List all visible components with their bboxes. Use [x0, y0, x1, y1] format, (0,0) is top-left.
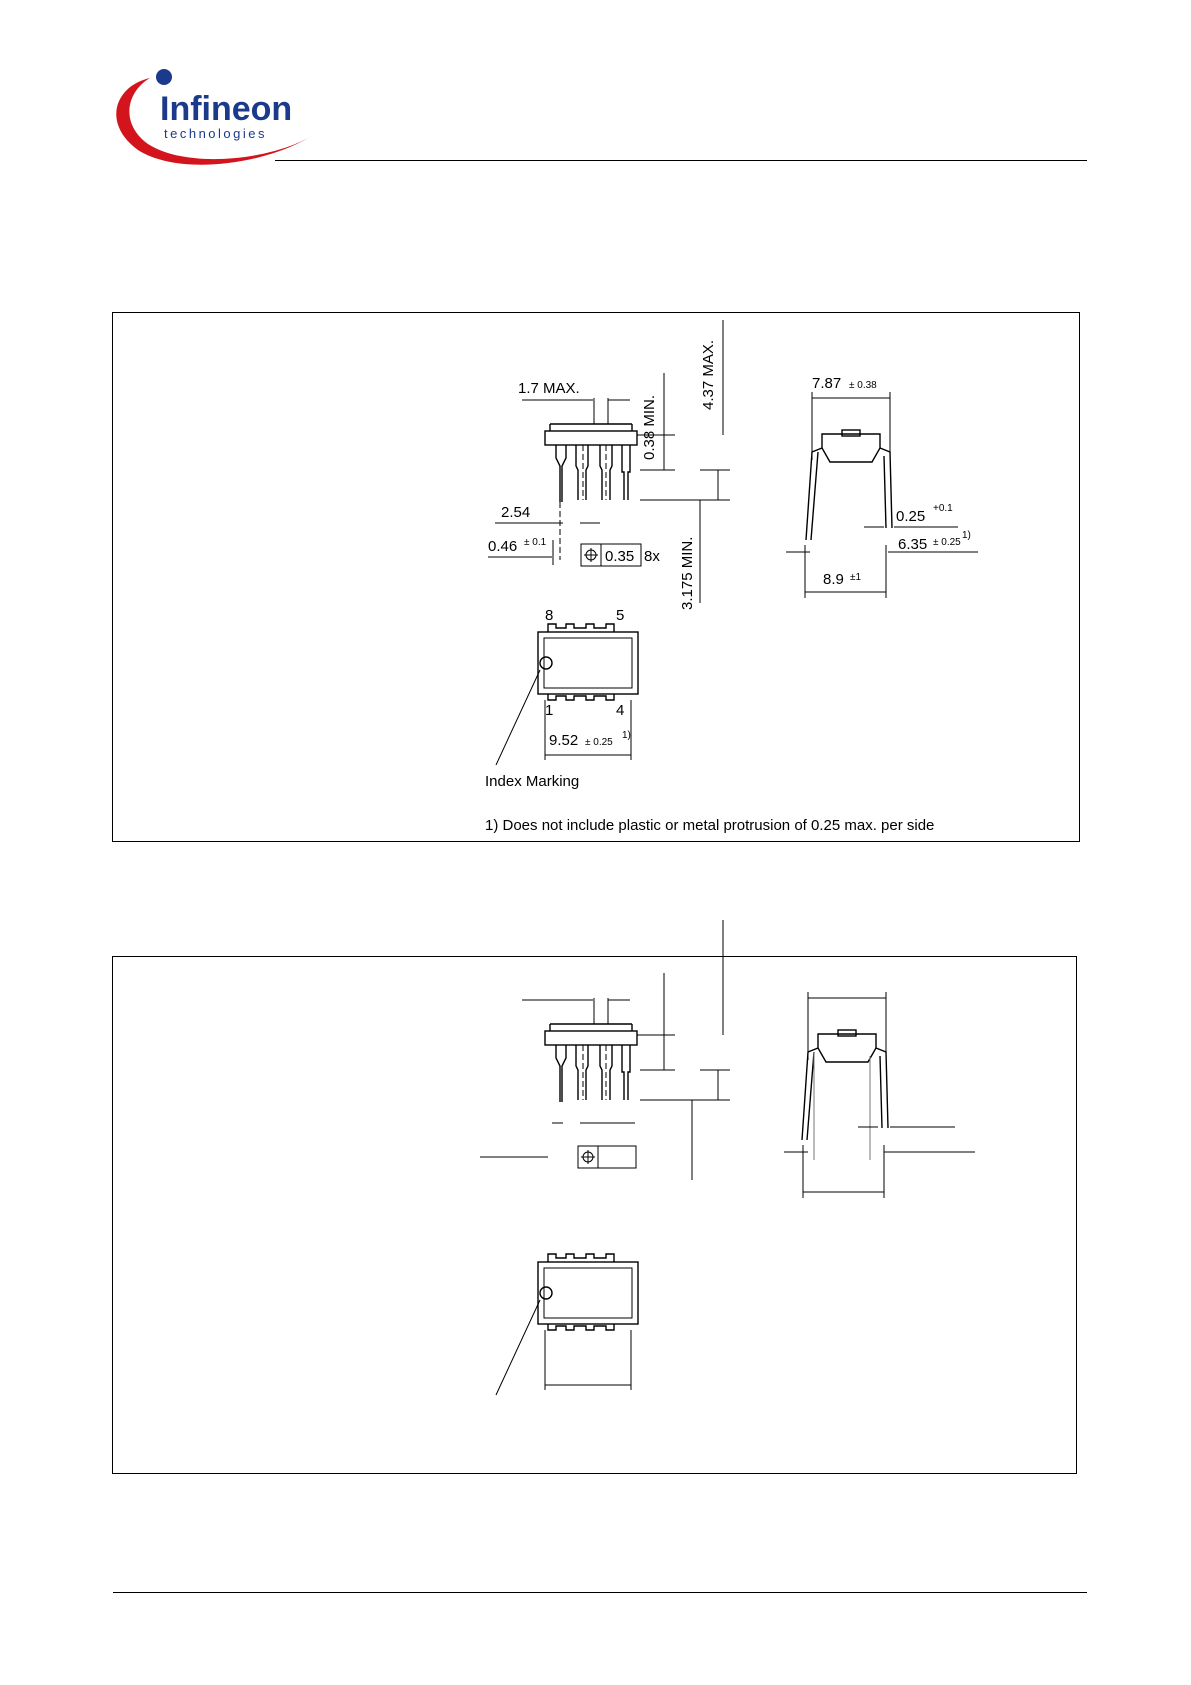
dim-pitch: 2.54	[501, 504, 531, 521]
dim-span-tol: ±1	[850, 572, 862, 583]
dim-body-main: 6.35	[898, 536, 928, 553]
top-view-outline	[496, 1254, 638, 1395]
dim-width-tol: ± 0.38	[849, 380, 877, 391]
pin-8: 8	[545, 607, 554, 624]
index-marking-label: Index Marking	[485, 773, 580, 790]
logo-brand: Infineon	[160, 90, 293, 128]
dim-lead-main: 0.46	[488, 538, 518, 555]
pin-1: 1	[545, 702, 554, 719]
dim-height: 4.37 MAX.	[700, 339, 717, 410]
dim-length-note: 1)	[622, 730, 631, 741]
dim-length-main: 9.52	[549, 732, 579, 749]
footnote: 1) Does not include plastic or metal protrusion of 0.25 max. per side	[485, 817, 935, 834]
pin-4: 4	[616, 702, 625, 719]
logo-tagline: technologies	[164, 126, 267, 141]
dim-body-tol: ± 0.25	[933, 537, 961, 548]
dim-lead-length: 3.175 MIN.	[679, 536, 696, 610]
dim-length-tol: ± 0.25	[585, 737, 613, 748]
side-view-outline	[480, 920, 730, 1180]
dim-thick-tol: +0.1	[933, 503, 953, 514]
dim-body-width: 1.7 MAX.	[518, 380, 580, 397]
dim-lead-tol: ± 0.1	[524, 537, 547, 548]
footer-rule	[113, 1592, 1087, 1593]
dim-thick-main: 0.25	[896, 508, 926, 525]
dim-span-main: 8.9	[823, 571, 844, 588]
tolerance-count: 8x	[644, 548, 660, 565]
tolerance-value: 0.35	[605, 548, 635, 565]
pin-5: 5	[616, 607, 625, 624]
dim-width-main: 7.87	[812, 375, 842, 392]
end-view-outline	[784, 992, 975, 1198]
dim-standoff: 0.38 MIN.	[641, 394, 658, 460]
dim-body-note: 1)	[962, 530, 971, 541]
